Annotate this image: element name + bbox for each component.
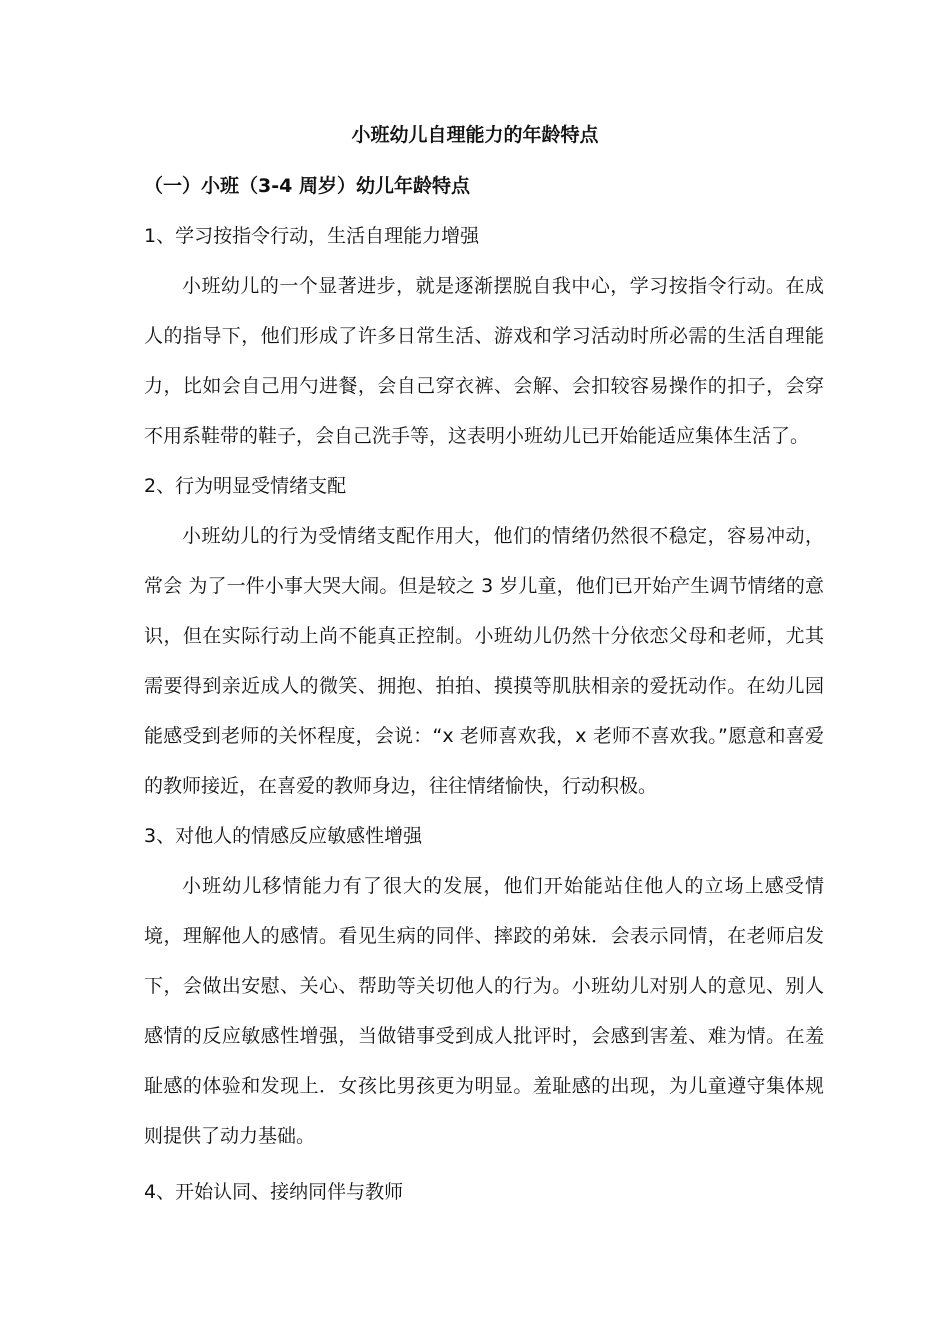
item-heading-1: 1、学习按指令行动，生活自理能力增强 — [144, 225, 480, 247]
item-paragraph-1: 小班幼儿的一个显著进步，就是逐渐摆脱自我中心，学习按指令行动。在成人的指导下，他们形成了许多日常生活、游戏和学习活动时所必需的生活自理能力，比如会自己用勺进餐，会自己穿衣裤、会解、会扣较容易操作的扣子，会穿不用系鞋带的鞋子，会自己洗手等，这表明小班幼儿已开始能适应集体生活了。 — [144, 275, 824, 447]
document-title: 小班幼儿自理能力的年龄特点 — [351, 124, 599, 146]
item-paragraph-2: 小班幼儿的行为受情绪支配作用大，他们的情绪仍然很不稳定，容易冲动，常会 为了一件小事大哭大闹。但是较之 3 岁儿童，他们已开始产生调节情绪的意识，但在实际行动上尚不能真正控制。小班幼儿仍然十分依恋父母和老师，尤其需要得到亲近成人的微笑、拥抱、拍拍、摸摸等肌肤相亲的爱抚动作。在幼儿园能感受到老师的关怀程度，会说：“x 老师喜欢我，x 老师不喜欢我。”愿意和喜爱的教师接近，在喜爱的教师身边，往往情绪愉快，行动积极。 — [144, 525, 824, 797]
document-body — [144, 211, 824, 1217]
item-heading-2: 2、行为明显受情绪支配 — [144, 475, 347, 497]
section-heading: （一）小班（3-4 周岁）幼儿年龄特点 — [144, 175, 470, 197]
item-heading-4: 4、开始认同、接纳同伴与教师 — [144, 1181, 404, 1203]
item-paragraph-3: 小班幼儿移情能力有了很大的发展，他们开始能站住他人的立场上感受情境，理解他人的感情。看见生病的同伴、摔跤的弟妹．会表示同情，在老师启发下，会做出安慰、关心、帮助等关切他人的行为。小班幼儿对别人的意见、别人感情的反应敏感性增强，当做错事受到成人批评时，会感到害羞、难为情。在羞耻感的体验和发现上．女孩比男孩更为明显。羞耻感的出现，为儿童遵守集体规则提供了动力基础。 — [144, 875, 824, 1147]
item-heading-3: 3、对他人的情感反应敏感性增强 — [144, 825, 423, 847]
